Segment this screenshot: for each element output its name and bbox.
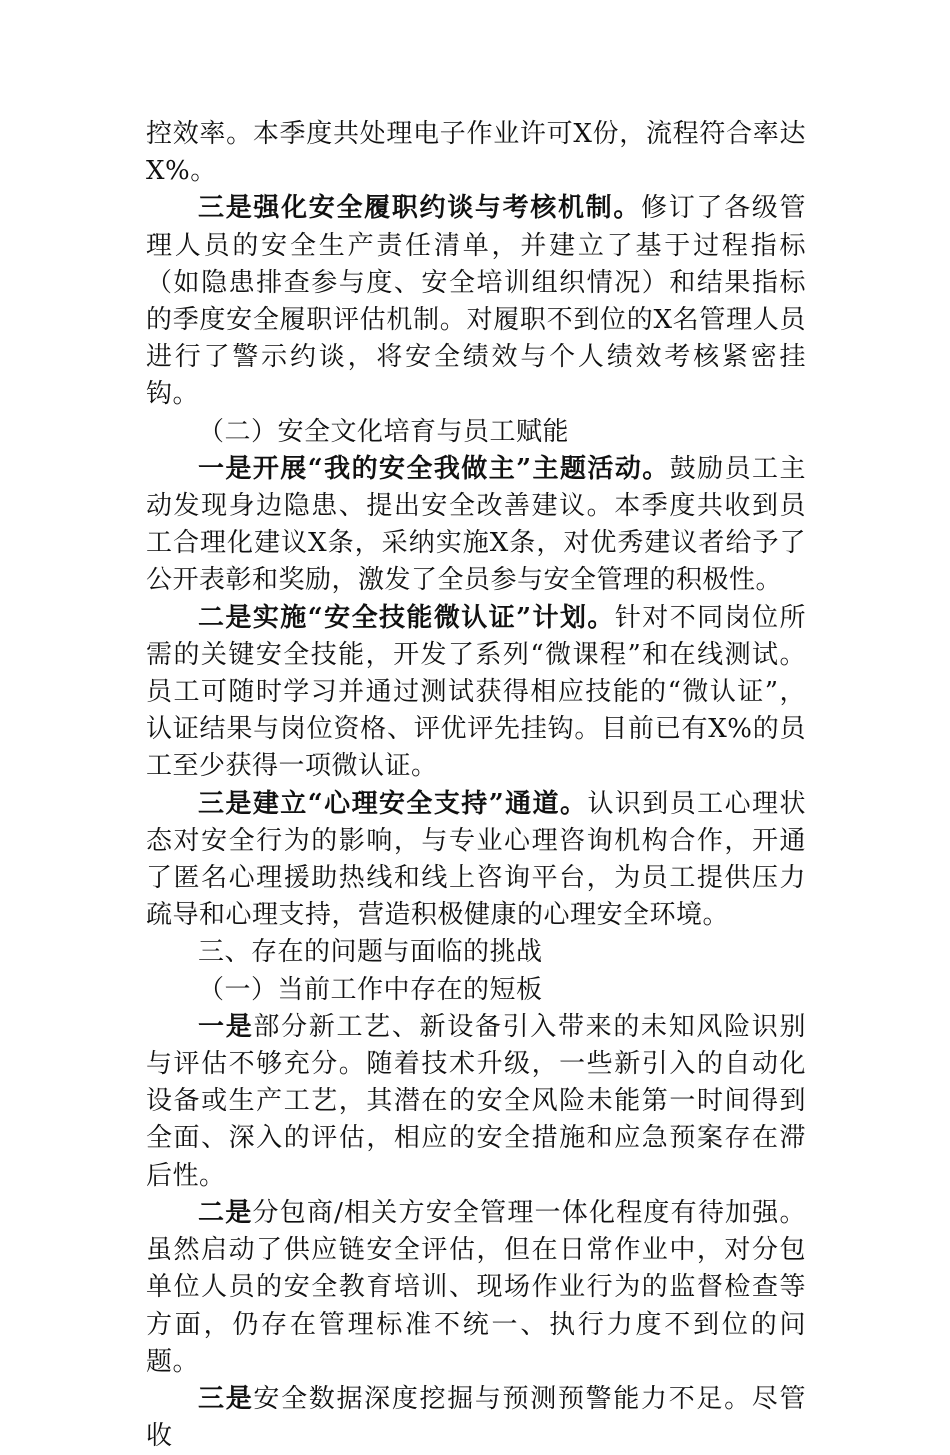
paragraph-7 bbox=[146, 1195, 806, 1381]
paragraph-text: 控效率。本季度共处理电子作业许可X份，流程符合率达X%。 bbox=[146, 119, 806, 187]
paragraph-5 bbox=[146, 786, 806, 935]
paragraph-text: 针对不同岗位所需的关键安全技能，开发了系列“微课程”和在线测试。员工可随时学习并通过测试获得相应技能的“微认证”，认证结果与岗位资格、评优评先挂钩。目前已有X%的员工至少获得一项微认证。 bbox=[146, 602, 806, 782]
section-heading-3: 三、存在的问题与面临的挑战 bbox=[198, 937, 543, 968]
subheading-2: （二）安全文化培育与员工赋能 bbox=[198, 416, 570, 447]
paragraph-lead: 二是 bbox=[198, 1197, 253, 1228]
paragraph-lead: 三是 bbox=[198, 1383, 254, 1414]
paragraph-text: 认识到员工心理状态对安全行为的影响，与专业心理咨询机构合作，开通了匿名心理援助热线和线上咨询平台，为员工提供压力疏导和心理支持，营造积极健康的心理安全环境。 bbox=[146, 788, 806, 931]
paragraph-text: 修订了各级管理人员的安全生产责任清单，并建立了基于过程指标（如隐患排查参与度、安全培训组织情况）和结果指标的季度安全履职评估机制。对履职不到位的X名管理人员进行了警示约谈，将安全绩效与个人绩效考核紧密挂钩。 bbox=[146, 193, 806, 410]
document-body bbox=[146, 116, 806, 1455]
subheading-3-1: （一）当前工作中存在的短板 bbox=[198, 974, 543, 1005]
paragraph-text: 安全数据深度挖掘与预测预警能力不足。尽管收 bbox=[146, 1383, 806, 1452]
paragraph-1 bbox=[146, 116, 806, 190]
paragraph-lead: 三是强化安全履职约谈与考核机制。 bbox=[198, 193, 642, 224]
paragraph-text: 分包商/相关方安全管理一体化程度有待加强。虽然启动了供应链安全评估，但在日常作业中，对分包单位人员的安全教育培训、现场作业行为的监督检查等方面，仍存在管理标准不统一、执行力度不到位的问题。 bbox=[146, 1197, 806, 1377]
paragraph-lead: 一是开展“我的安全我做主”主题活动。 bbox=[198, 453, 670, 484]
paragraph-lead: 二是实施“安全技能微认证”计划。 bbox=[198, 602, 615, 633]
paragraph-text: 部分新工艺、新设备引入带来的未知风险识别与评估不够充分。随着技术升级，一些新引入的自动化设备或生产工艺，其潜在的安全风险未能第一时间得到全面、深入的评估，相应的安全措施和应急预案存在滞后性。 bbox=[146, 1011, 806, 1191]
paragraph-3 bbox=[146, 451, 806, 600]
paragraph-4 bbox=[146, 600, 806, 786]
paragraph-8 bbox=[146, 1381, 806, 1455]
paragraph-lead: 三是建立“心理安全支持”通道。 bbox=[198, 788, 588, 819]
paragraph-6 bbox=[146, 1009, 806, 1195]
paragraph-2 bbox=[146, 190, 806, 413]
paragraph-text: 鼓励员工主动发现身边隐患、提出安全改善建议。本季度共收到员工合理化建议X条，采纳实施X条，对优秀建议者给予了公开表彰和奖励，激发了全员参与安全管理的积极性。 bbox=[146, 453, 806, 596]
paragraph-lead: 一是 bbox=[198, 1011, 254, 1042]
